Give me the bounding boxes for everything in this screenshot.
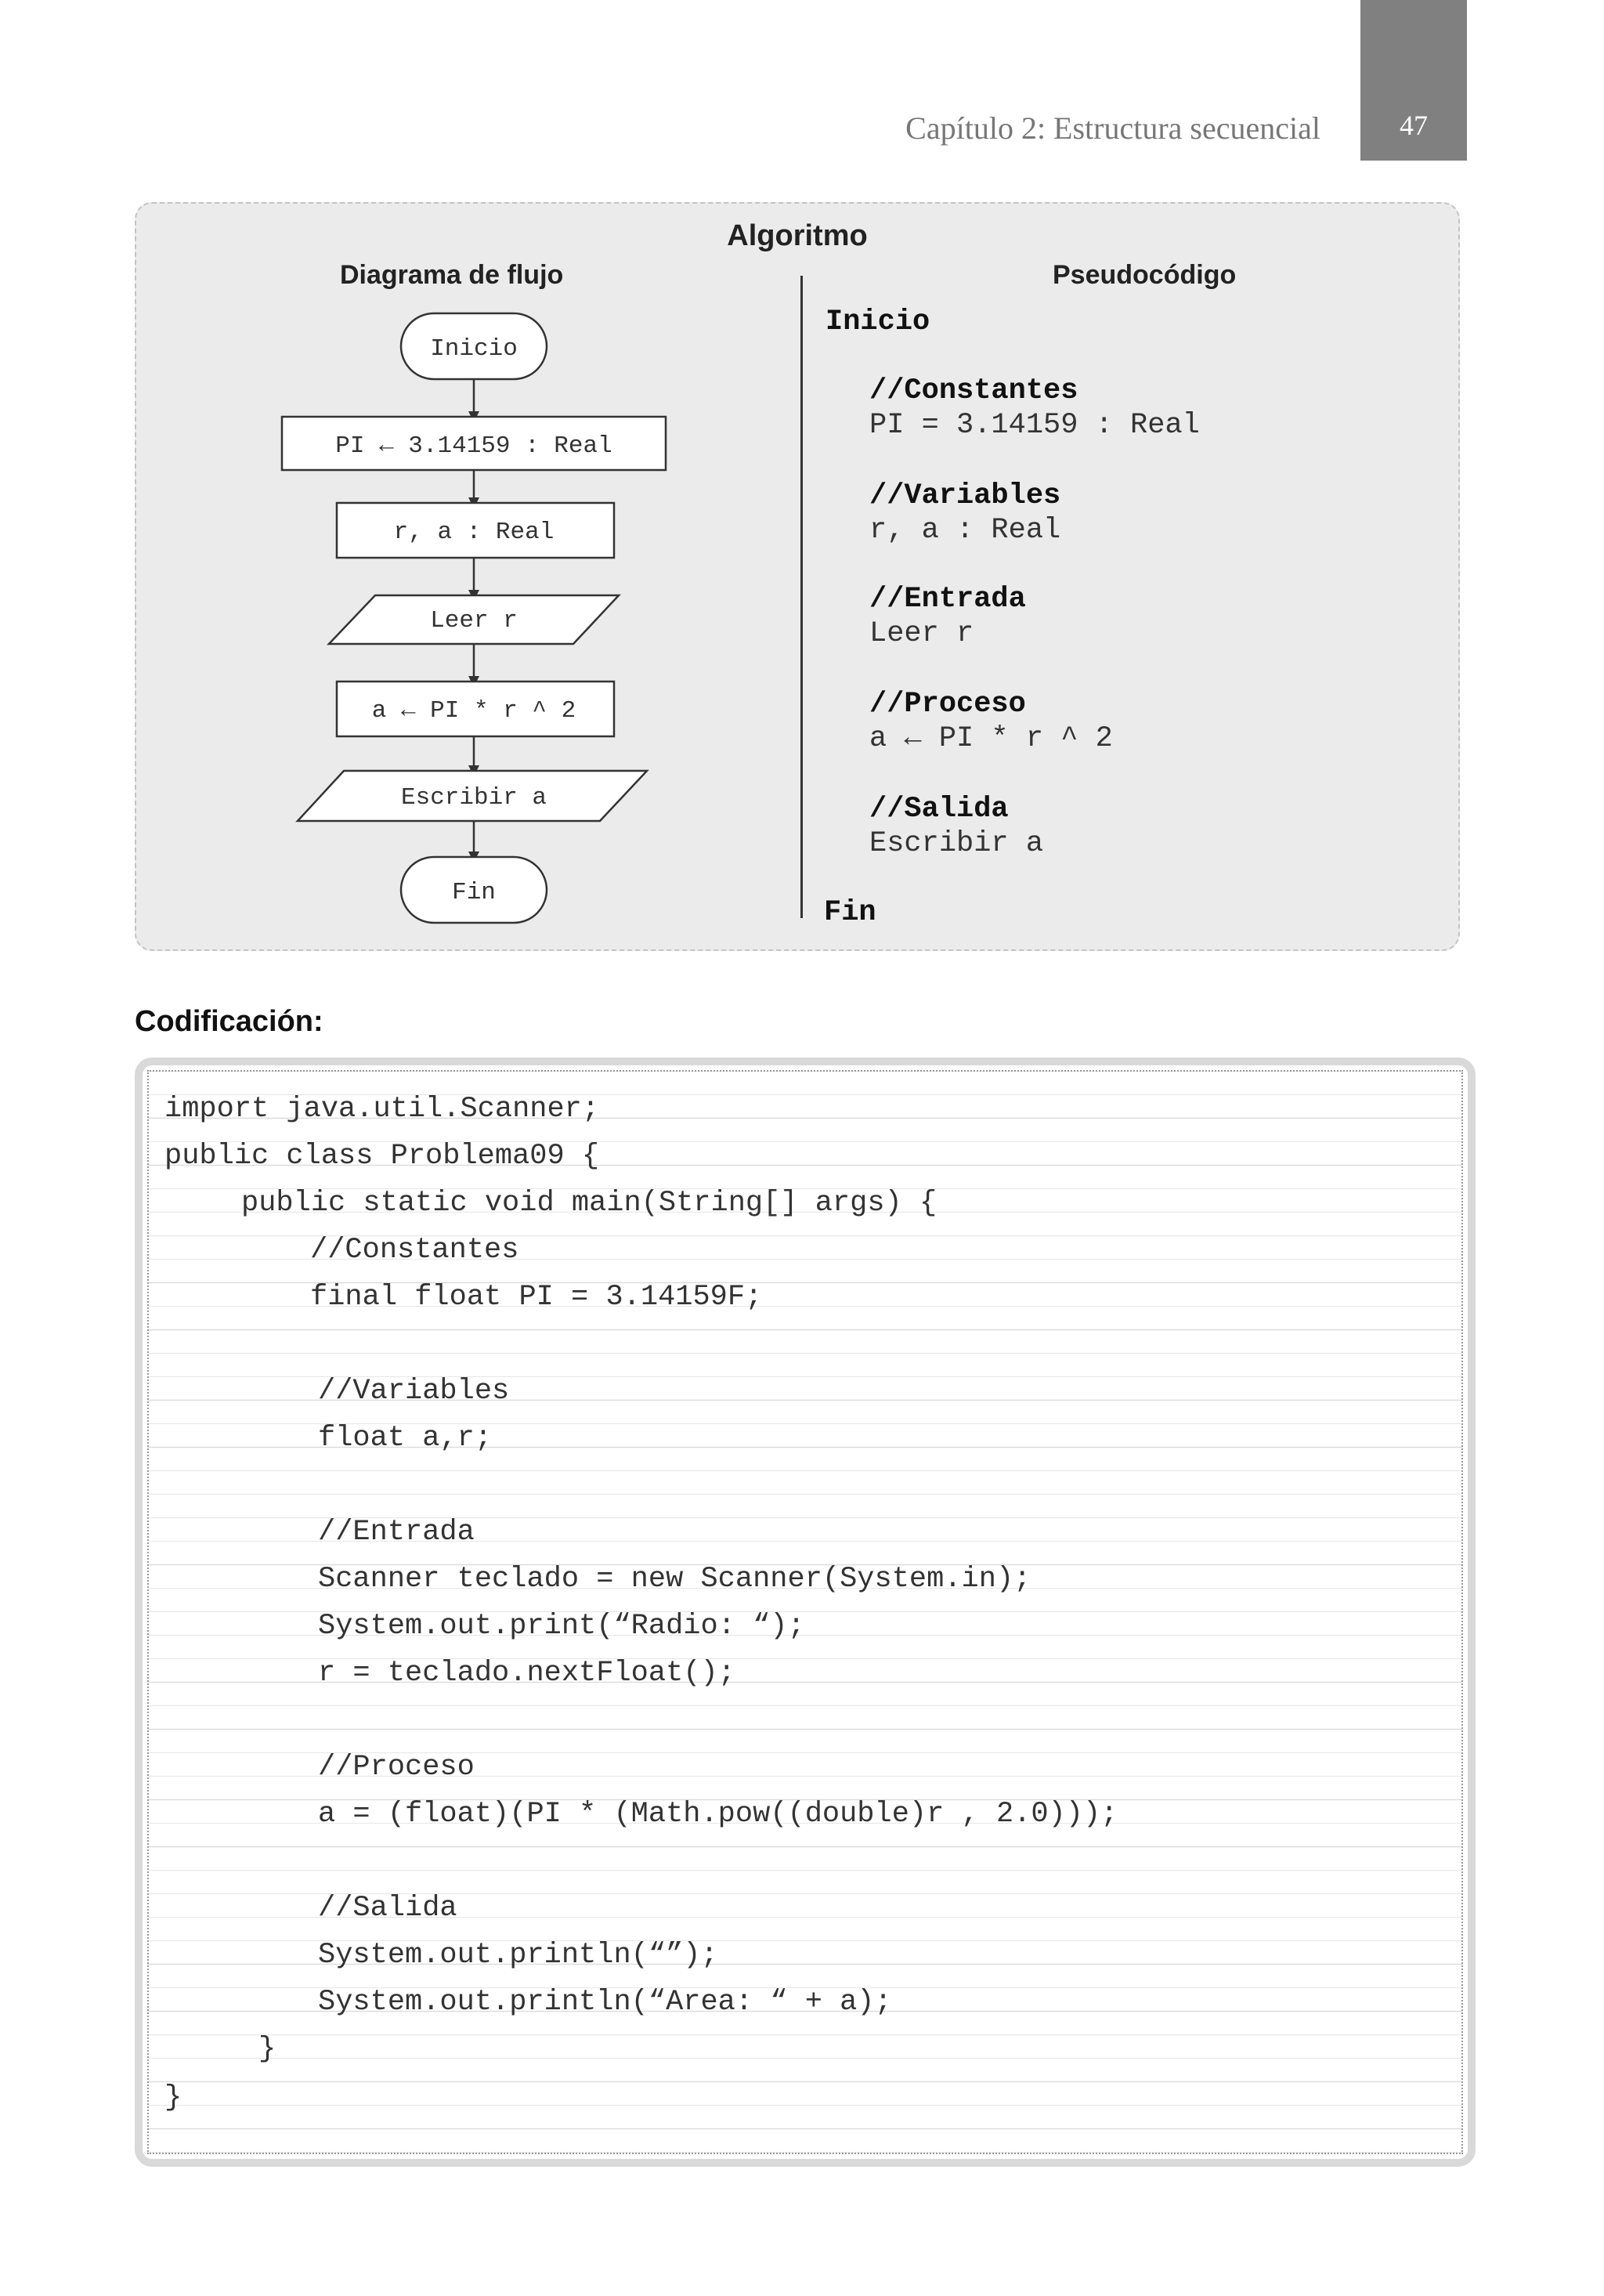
code-line: System.out.print(“Radio: “); [318, 1610, 805, 1643]
code-line: float a,r; [318, 1422, 493, 1455]
code-area [147, 1070, 1463, 2154]
flow-variables-label: r, a : Real [393, 519, 555, 546]
code-line: } [258, 2033, 276, 2066]
pseudo-process-comment: //Proceso [869, 688, 1026, 721]
pseudo-variables: r, a : Real [869, 514, 1061, 547]
code-line: //Variables [318, 1375, 510, 1408]
pseudo-variables-comment: //Variables [869, 479, 1061, 512]
pseudo-output-comment: //Salida [869, 793, 1009, 826]
pseudo-process: a ← PI * r ^ 2 [869, 722, 1113, 755]
code-line: final float PI = 3.14159F; [310, 1281, 763, 1314]
flow-end-label: Fin [452, 879, 496, 906]
pseudo-end: Fin [824, 896, 876, 929]
code-line: public class Problema09 { [164, 1140, 600, 1173]
pseudocode-title: Pseudocódigo [1053, 260, 1237, 290]
flowchart [136, 204, 802, 953]
code-line: public static void main(String[] args) { [241, 1187, 937, 1220]
pseudo-input-comment: //Entrada [869, 583, 1026, 616]
pseudo-start: Inicio [825, 306, 930, 338]
flow-constant-label: PI ← 3.14159 : Real [335, 432, 612, 460]
algorithm-box [135, 202, 1460, 951]
page-number-tab [1360, 0, 1467, 161]
code-line: r = teclado.nextFloat(); [318, 1657, 735, 1690]
algorithm-title: Algoritmo [727, 219, 868, 252]
flow-start-label: Inicio [430, 335, 518, 363]
code-line: //Salida [318, 1892, 457, 1925]
code-line: import java.util.Scanner; [164, 1093, 600, 1126]
code-line: } [164, 2081, 182, 2114]
pseudo-output: Escribir a [869, 827, 1044, 860]
code-line: System.out.println(“”); [318, 1939, 718, 1972]
pseudo-input: Leer r [869, 617, 974, 650]
flow-input-label: Leer r [430, 607, 518, 635]
pseudo-constants-comment: //Constantes [869, 374, 1078, 407]
flow-output-label: Escribir a [400, 784, 547, 812]
pseudo-constants: PI = 3.14159 : Real [869, 409, 1200, 442]
flow-process-label: a ← PI * r ^ 2 [371, 697, 576, 725]
code-line: //Proceso [318, 1751, 475, 1784]
page-number: 47 [1400, 110, 1428, 141]
flowchart-title: Diagrama de flujo [340, 260, 564, 290]
code-line: a = (float)(PI * (Math.pow((double)r , 2.0))); [318, 1798, 1118, 1831]
code-line: System.out.println(“Area: “ + a); [318, 1986, 892, 2019]
page-header-title: Capítulo 2: Estructura secuencial [905, 110, 1320, 146]
code-line: Scanner teclado = new Scanner(System.in); [318, 1563, 1031, 1596]
code-line: //Constantes [310, 1234, 519, 1267]
code-box [135, 1058, 1476, 2167]
code-heading: Codificación: [135, 1005, 323, 1038]
code-line: //Entrada [318, 1516, 475, 1549]
